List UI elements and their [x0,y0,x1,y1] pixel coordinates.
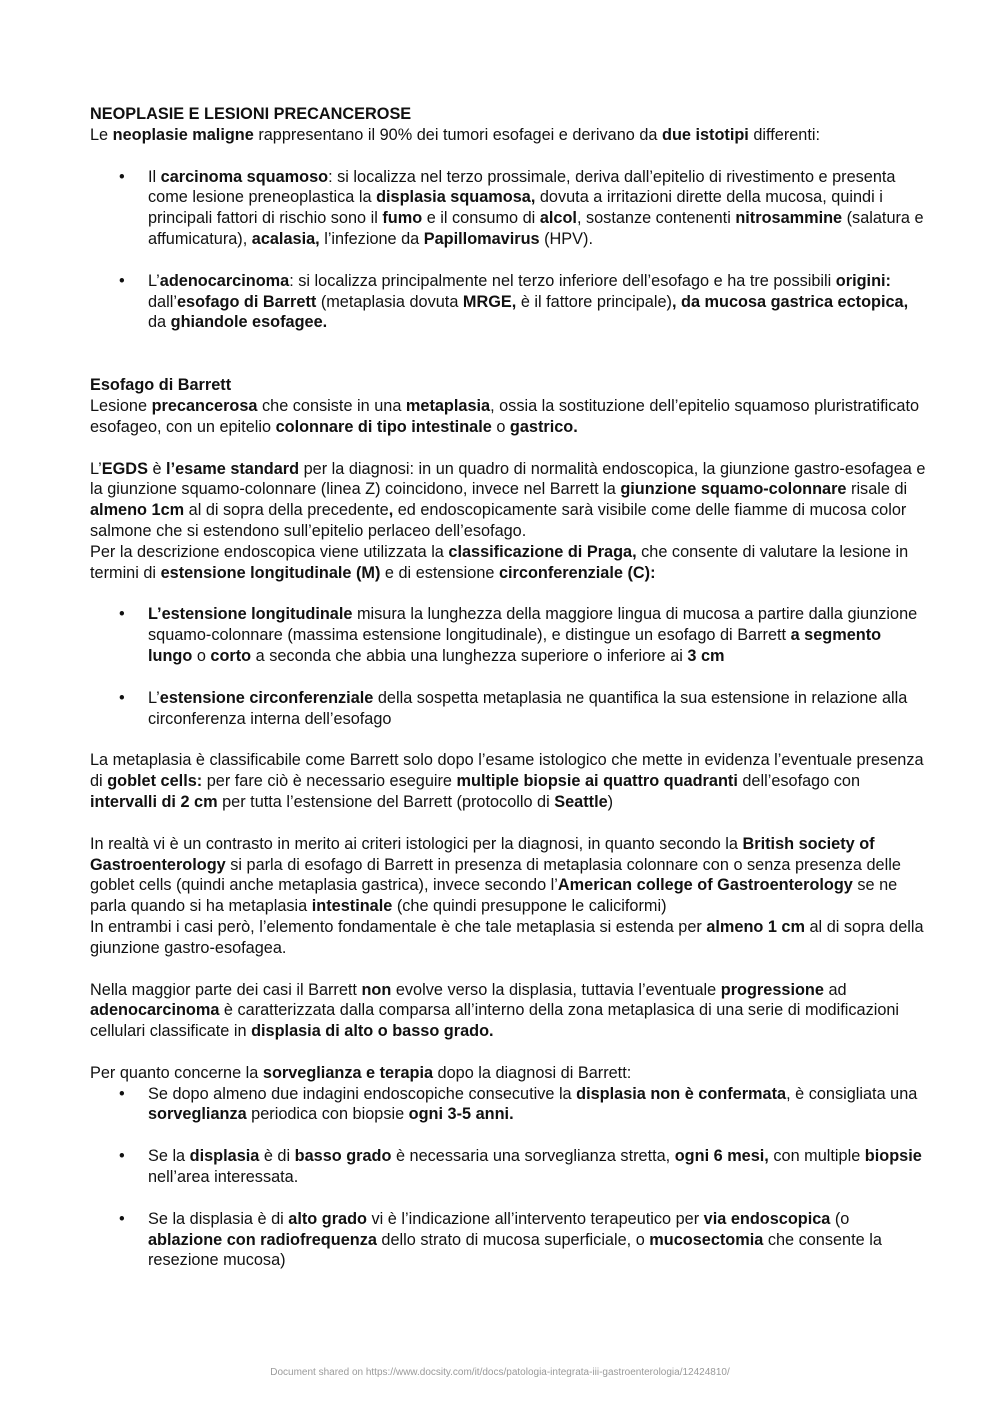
text-run: Per la descrizione endoscopica viene utilizzata la [90,542,449,561]
text-run: , è consigliata una [786,1084,918,1103]
text-run: per tutta l’estensione del Barrett (protocollo di [217,792,555,811]
text-run: dovuta a irritazioni dirette della mucosa, quindi i principali fattori di rischio sono il [148,188,883,228]
text-run: dall’ [148,292,177,311]
text-run: L’ [148,271,160,290]
bold-text: sorveglianza [148,1105,247,1124]
text-run: La metaplasia è classificabile come Barrett solo dopo l’esame istologico che mette in evidenza l’eventuale presenza di [90,751,924,791]
bold-text: almeno 1 cm [706,917,805,936]
text-run: risale di [846,480,908,499]
bold-text: estensione longitudinale (M) [160,563,381,582]
section-title: NEOPLASIE E LESIONI PRECANCEROSE [90,105,412,123]
bold-text: alto grado [288,1209,367,1228]
bold-text: l’esame standard [166,459,300,478]
text-run: misura la lunghezza della maggiore lingua di mucosa a partire dalla giunzione squamo-colonnare (massima estensione longitudinale), e distingue un esofago di Barrett [148,605,918,645]
bold-text: 3 cm [687,646,725,665]
bold-text: displasia non è confermata [576,1084,787,1103]
bold-text: , [388,501,394,520]
text-run: , sostanze contenenti [576,209,736,228]
list-item [90,1209,928,1271]
text-run: e il consumo di [422,209,540,228]
bold-text: esofago di Barrett [176,292,317,311]
bold-text: ghiandole esofagee. [170,313,328,332]
text-run: vi è l’indicazione all’intervento terapeutico per [367,1209,704,1228]
text-run: che consente di valutare la lesione in termini di [90,542,909,582]
bold-text: corto [210,646,252,665]
text-run: differenti: [748,125,821,144]
bold-text: estensione circonferenziale [159,688,374,707]
text-run: ed endoscopicamente sarà visibile come delle fiamme di mucosa color salmone che si estendono sull’epitelio perlaceo dell’esofago. [90,501,907,540]
text-run: (salatura e affumicatura), [148,209,924,248]
text-run: : si localizza principalmente nel terzo inferiore dell’esofago e ha tre possibili [289,271,836,290]
paragraph [90,980,928,1042]
bold-text: precancerosa [151,396,258,415]
paragraph [90,459,928,542]
text-run: (o [830,1209,850,1228]
bold-text: alcol [539,209,577,228]
text-run: o [192,646,211,665]
bold-text: via endoscopica [703,1209,831,1228]
bold-text: goblet cells: [107,772,203,791]
bold-text: origini: [835,271,891,290]
list-item [90,604,928,666]
paragraph [90,917,928,959]
paragraph [90,834,928,917]
bold-text: adenocarcinoma [90,1001,220,1020]
text-run: è [147,459,167,478]
text-run: In realtà vi è un contrasto in merito ai criteri istologici per la diagnosi, in quanto secondo la [90,834,743,853]
bold-text: fumo [382,209,423,228]
text-run: con multiple [768,1147,865,1166]
bold-text: acalasia, [251,229,320,248]
bold-text: biopsie [864,1147,922,1166]
text-run: evolve verso la displasia, tuttavia l’eventuale [391,980,721,999]
text-run: (metaplasia dovuta [316,292,463,311]
bold-text: due istotipi [662,125,749,144]
text-run: ad [823,980,847,999]
text-run: che consiste in una [257,396,406,415]
list-item [90,688,928,730]
bold-text: British society of Gastroenterology [90,834,875,874]
text-run: , ossia la sostituzione dell’epitelio squamoso pluristratificato esofageo, con un epitelio [90,396,920,436]
bold-text: circonferenziale (C): [498,563,656,582]
text-run: per fare ciò è necessario eseguire [202,772,457,791]
bold-text: ogni 3-5 anni. [408,1105,514,1124]
bold-text: ogni 6 mesi, [674,1147,769,1166]
bold-text: sorveglianza e terapia [262,1063,434,1082]
text-run: Le [90,125,113,144]
bold-text: adenocarcinoma [159,271,290,290]
bold-text: carcinoma squamoso [160,167,329,186]
text-run: è di [259,1147,295,1166]
text-run: (HPV). [539,229,593,248]
text-run: (che quindi presuppone le caliciformi) [392,897,667,916]
list-item [90,271,928,333]
bold-text: mucosa gastrica ectopica, [704,292,909,311]
bold-text: progressione [720,980,824,999]
text-run: al di sopra della precedente [184,501,389,520]
document-page [90,104,928,1271]
bold-text: MRGE, [462,292,517,311]
text-run: ) [607,792,614,811]
bold-text: displasia squamosa, [376,188,536,207]
paragraph [90,1063,928,1084]
bold-text: nitrosammine [735,209,843,228]
bold-text: intervalli di 2 cm [90,792,218,811]
text-run: è necessaria una sorveglianza stretta, [391,1147,675,1166]
bold-text: neoplasie maligne [112,125,254,144]
bold-text: basso grado [294,1147,392,1166]
text-run: rappresentano il 90% dei tumori esofagei e derivano da [253,125,662,144]
footer-source-note: Document shared on https://www.docsity.com/it/docs/patologia-integrata-iii-gastroenterologia/12424810/ [270,1367,730,1378]
bold-text: , da [671,292,705,311]
bold-text: L’estensione longitudinale [148,605,353,624]
text-run: o [491,417,510,436]
bold-text: almeno 1cm [90,501,185,520]
text-run: dello strato di mucosa superficiale, o [376,1230,650,1249]
text-run: da [148,313,171,332]
bullet-list [90,604,928,729]
bold-text: classificazione di Praga, [448,542,637,561]
paragraph [90,396,928,438]
text-run: dell’esofago con [737,772,861,791]
bold-text: a segmento lungo [148,626,882,665]
text-run: per la diagnosi: in un quadro di normalità endoscopica, la giunzione gastro-esofagea e la giunzione squamo-colonnare (linea Z) coincidono, invece nel Barrett la [90,459,926,499]
bold-text: ablazione con radiofrequenza [148,1230,377,1249]
paragraph [90,542,928,584]
bold-text: gastrico. [509,417,578,436]
bold-text: metaplasia [405,396,491,415]
bold-text: displasia di alto o basso grado. [251,1022,494,1041]
list-item [90,167,928,250]
bold-text: colonnare di tipo intestinale [275,417,492,436]
bold-text: American college of Gastroenterology [557,876,853,895]
text-run: Il [148,167,161,186]
text-run: Se la displasia è di [148,1209,289,1228]
text-run: è il fattore principale) [516,292,672,311]
text-run: nell’area interessata. [148,1168,299,1187]
list-item [90,1146,928,1188]
bullet-list [90,167,928,334]
text-run: Nella maggior parte dei casi il Barrett [90,980,362,999]
text-run: della sospetta metaplasia ne quantifica la sua estensione in relazione alla circonferenza interna dell’esofago [148,688,908,728]
text-run: al di sopra della giunzione gastro-esofagea. [90,917,924,957]
text-run: è caratterizzata dalla comparsa all’interno della zona metaplasica di una serie di modificazioni cellulari classificate in [90,1001,900,1041]
text-run: Se la [148,1147,190,1166]
bold-text: displasia [189,1147,260,1166]
text-run: In entrambi i casi però, l’elemento fondamentale è che tale metaplasia si estenda per [90,917,707,936]
text-run: periodica con biopsie [246,1105,409,1124]
list-item [90,1084,928,1126]
text-run: Lesione [90,396,152,415]
text-run: Per quanto concerne la [90,1063,263,1082]
bold-text: EGDS [101,459,148,478]
paragraph [90,125,928,146]
text-run: si parla di esofago di Barrett in presenza di metaplasia colonnare con o senza presenza delle goblet cells (quindi anche metaplasia gastrica), invece secondo l’ [90,855,901,895]
bold-text: Papillomavirus [423,229,540,248]
text-run: : si localizza nel terzo prossimale, deriva dall’epitelio di rivestimento e presenta come lesione preneoplastica la [148,167,896,207]
bullet-list [90,1084,928,1272]
paragraph [90,750,928,812]
bold-text: Seattle [554,792,608,811]
text-run: l’infezione da [319,229,424,248]
text-run: Se dopo almeno due indagini endoscopiche consecutive la [148,1084,577,1103]
text-run: che consente la resezione mucosa) [148,1230,882,1270]
bold-text: mucosectomia [649,1230,764,1249]
text-run: L’ [148,688,160,707]
section-title: Esofago di Barrett [90,376,232,395]
bold-text: giunzione squamo-colonnare [620,480,847,499]
bold-text: multiple biopsie ai quattro quadranti [456,772,738,791]
text-run: dopo la diagnosi di Barrett: [433,1063,632,1082]
bold-text: intestinale [311,897,393,916]
text-run: L’ [90,459,102,478]
text-run: e di estensione [380,563,499,582]
text-run: se ne parla quando si ha metaplasia [90,876,898,916]
bold-text: non [361,980,392,999]
text-run: a seconda che abbia una lunghezza superiore o inferiore ai [251,646,688,665]
